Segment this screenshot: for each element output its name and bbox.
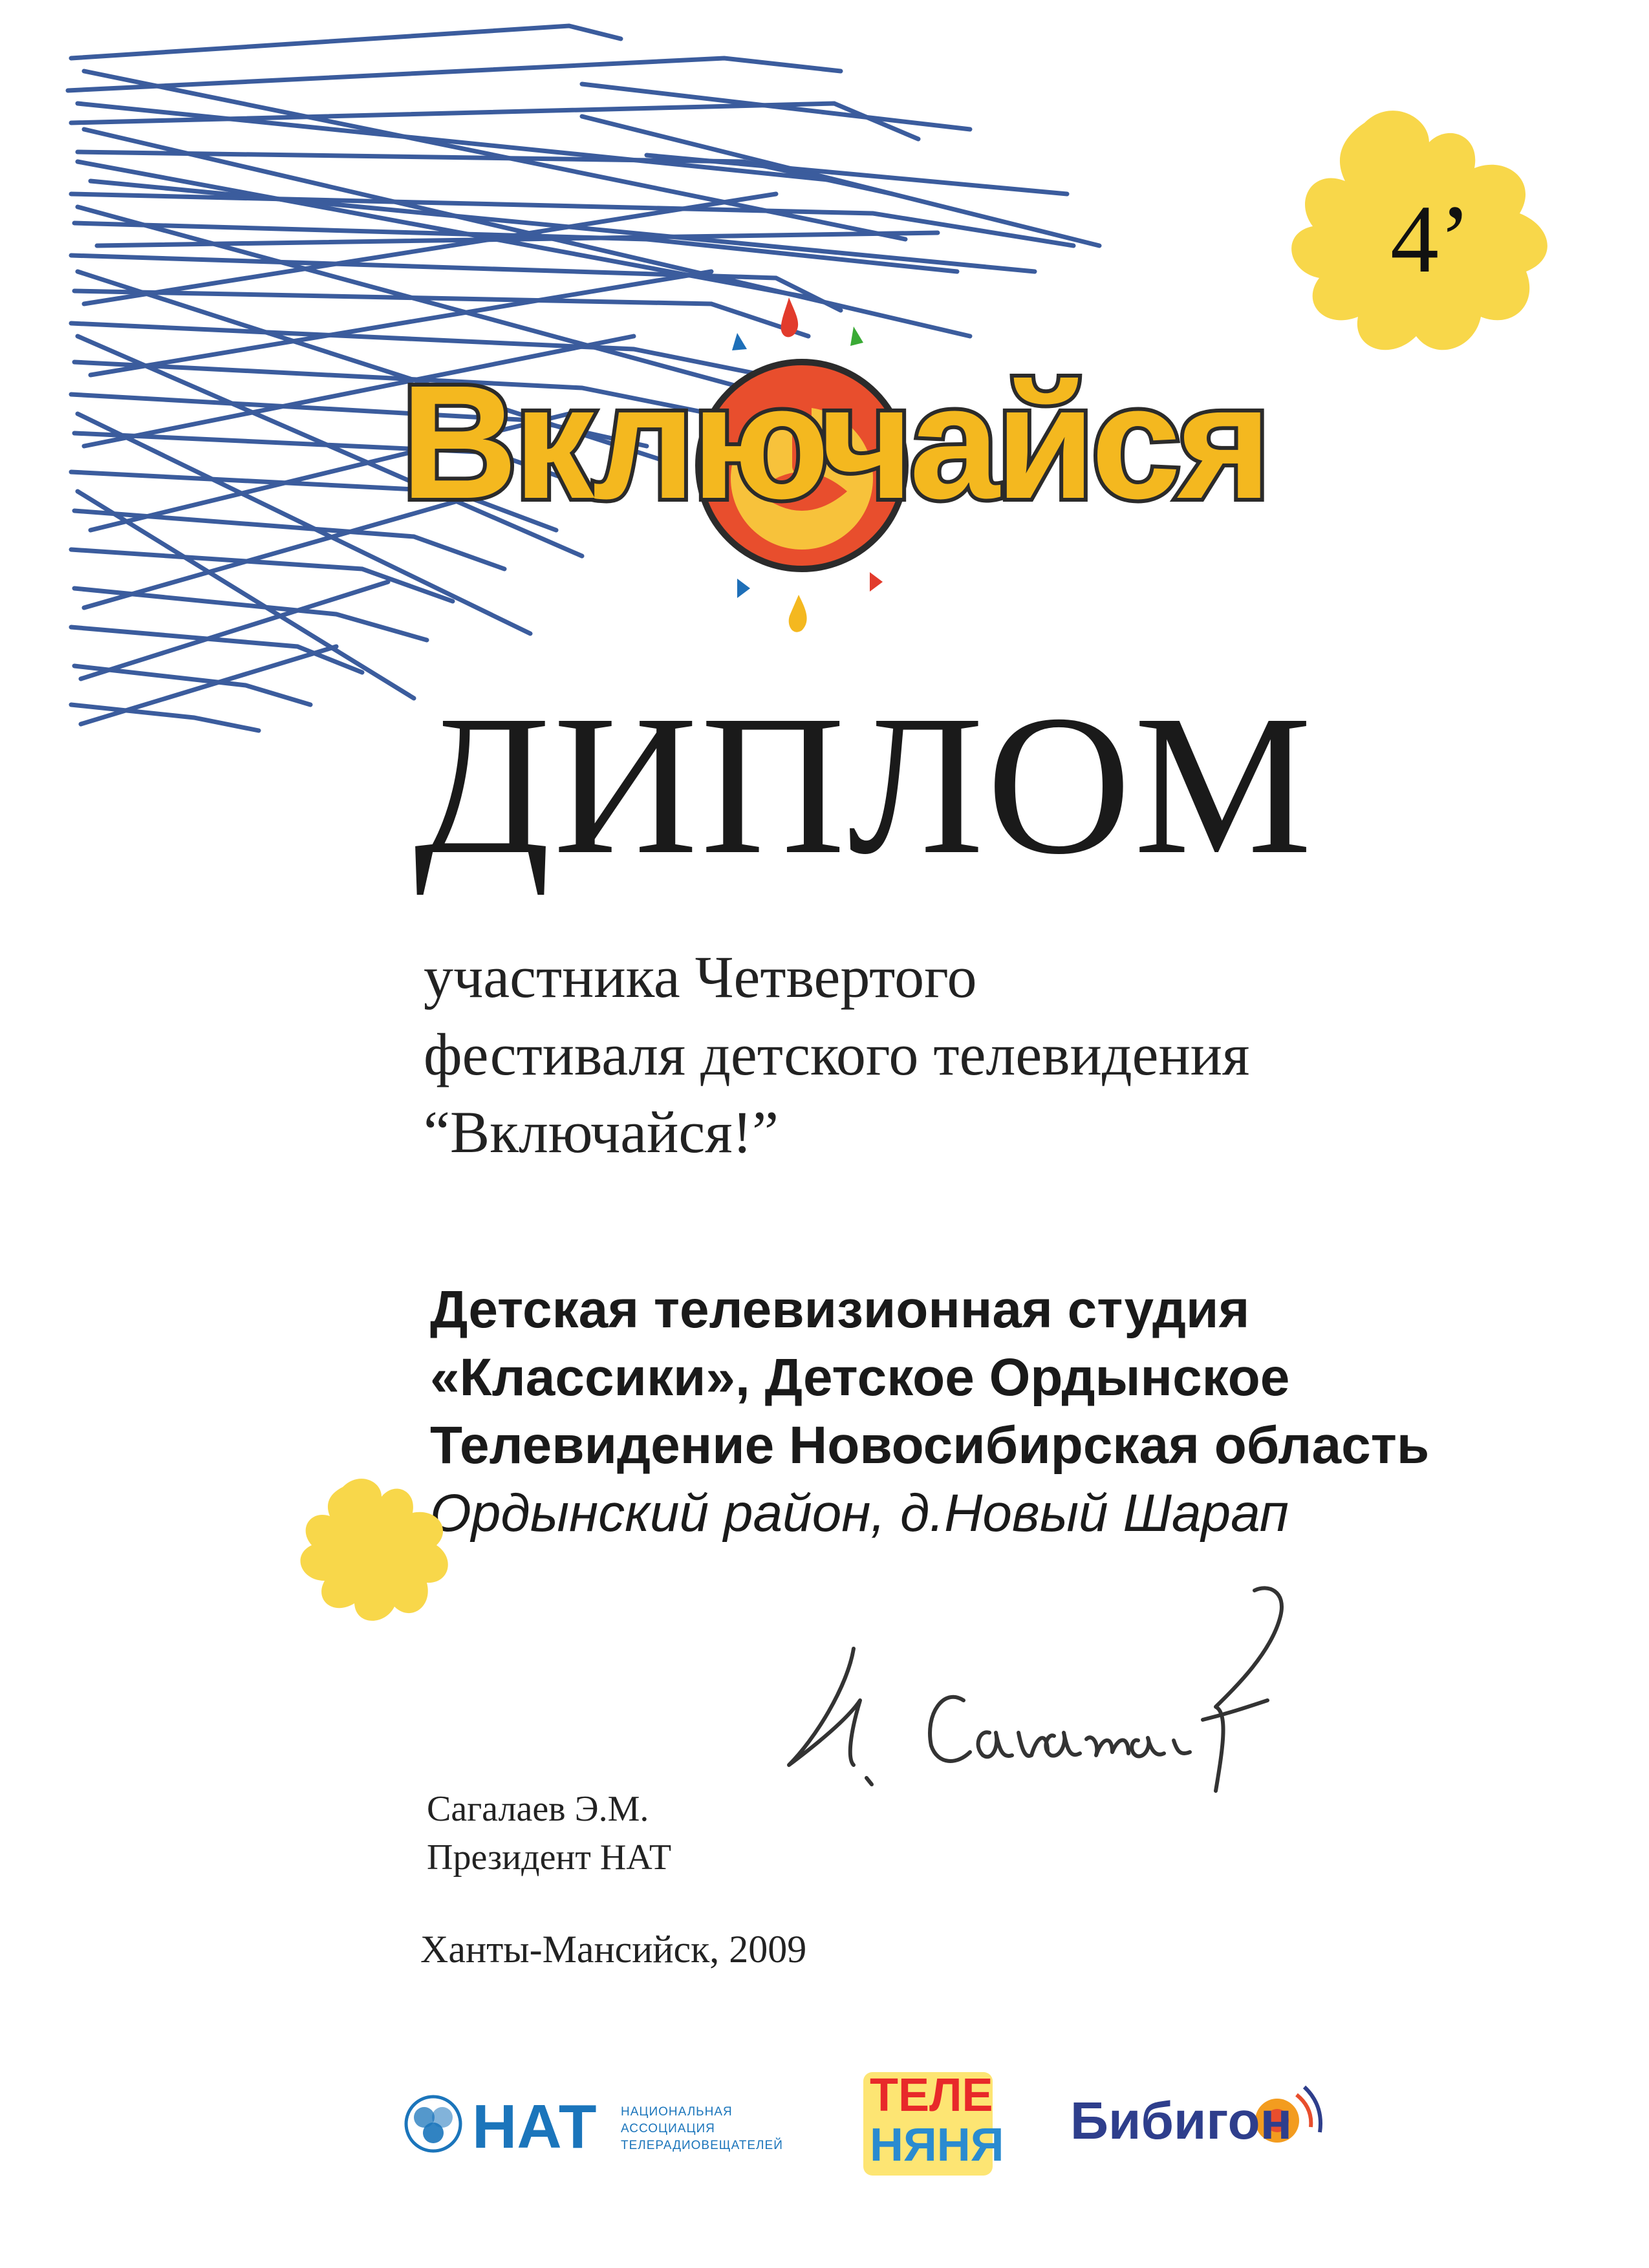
- footer-logo-marks: [0, 2062, 1649, 2179]
- nat-logo-line-2: АССОЦИАЦИЯ: [621, 2122, 715, 2135]
- diploma-title: ДИПЛОМ: [414, 674, 1315, 896]
- subtitle-line-3: “Включайся!”: [424, 1099, 779, 1165]
- nat-logo-word: НАТ: [472, 2092, 597, 2161]
- nat-logo-line-3: ТЕЛЕРАДИОВЕЩАТЕЛЕЙ: [621, 2139, 783, 2152]
- recipient-line-2: «Классики», Детское Ордынское: [430, 1348, 1290, 1407]
- recipient-line-1: Детская телевизионная студия: [430, 1280, 1250, 1339]
- signer-name: Сагалаев Э.М.: [427, 1789, 649, 1829]
- subtitle-line-2: фестиваля детского телевидения: [424, 1022, 1250, 1087]
- recipient-line-3: Телевидение Новосибирская область: [430, 1416, 1430, 1475]
- subtitle-line-1: участника Четвертого: [424, 944, 977, 1010]
- bibigon-logo-word: Бибигон: [1070, 2091, 1293, 2150]
- festival-logo: [285, 284, 1384, 647]
- recipient-location: Ордынский район, д.Новый Шарап: [430, 1484, 1289, 1543]
- telenyanya-logo-line-1: ТЕЛЕ: [870, 2070, 993, 2121]
- edition-mark: 4’: [1390, 186, 1471, 293]
- place-and-year: Ханты-Мансийск, 2009: [420, 1928, 807, 1971]
- handwritten-signature: [776, 1571, 1306, 1817]
- nat-logo-line-1: НАЦИОНАЛЬНАЯ: [621, 2105, 733, 2119]
- telenyanya-logo-line-2: НЯНЯ: [870, 2119, 1004, 2171]
- festival-logo-text: Включайся: [400, 352, 1268, 532]
- yellow-splat-left-decoration: [285, 1468, 466, 1629]
- signer-title: Президент НАТ: [427, 1837, 672, 1878]
- nat-emblem-icon: [406, 2097, 460, 2151]
